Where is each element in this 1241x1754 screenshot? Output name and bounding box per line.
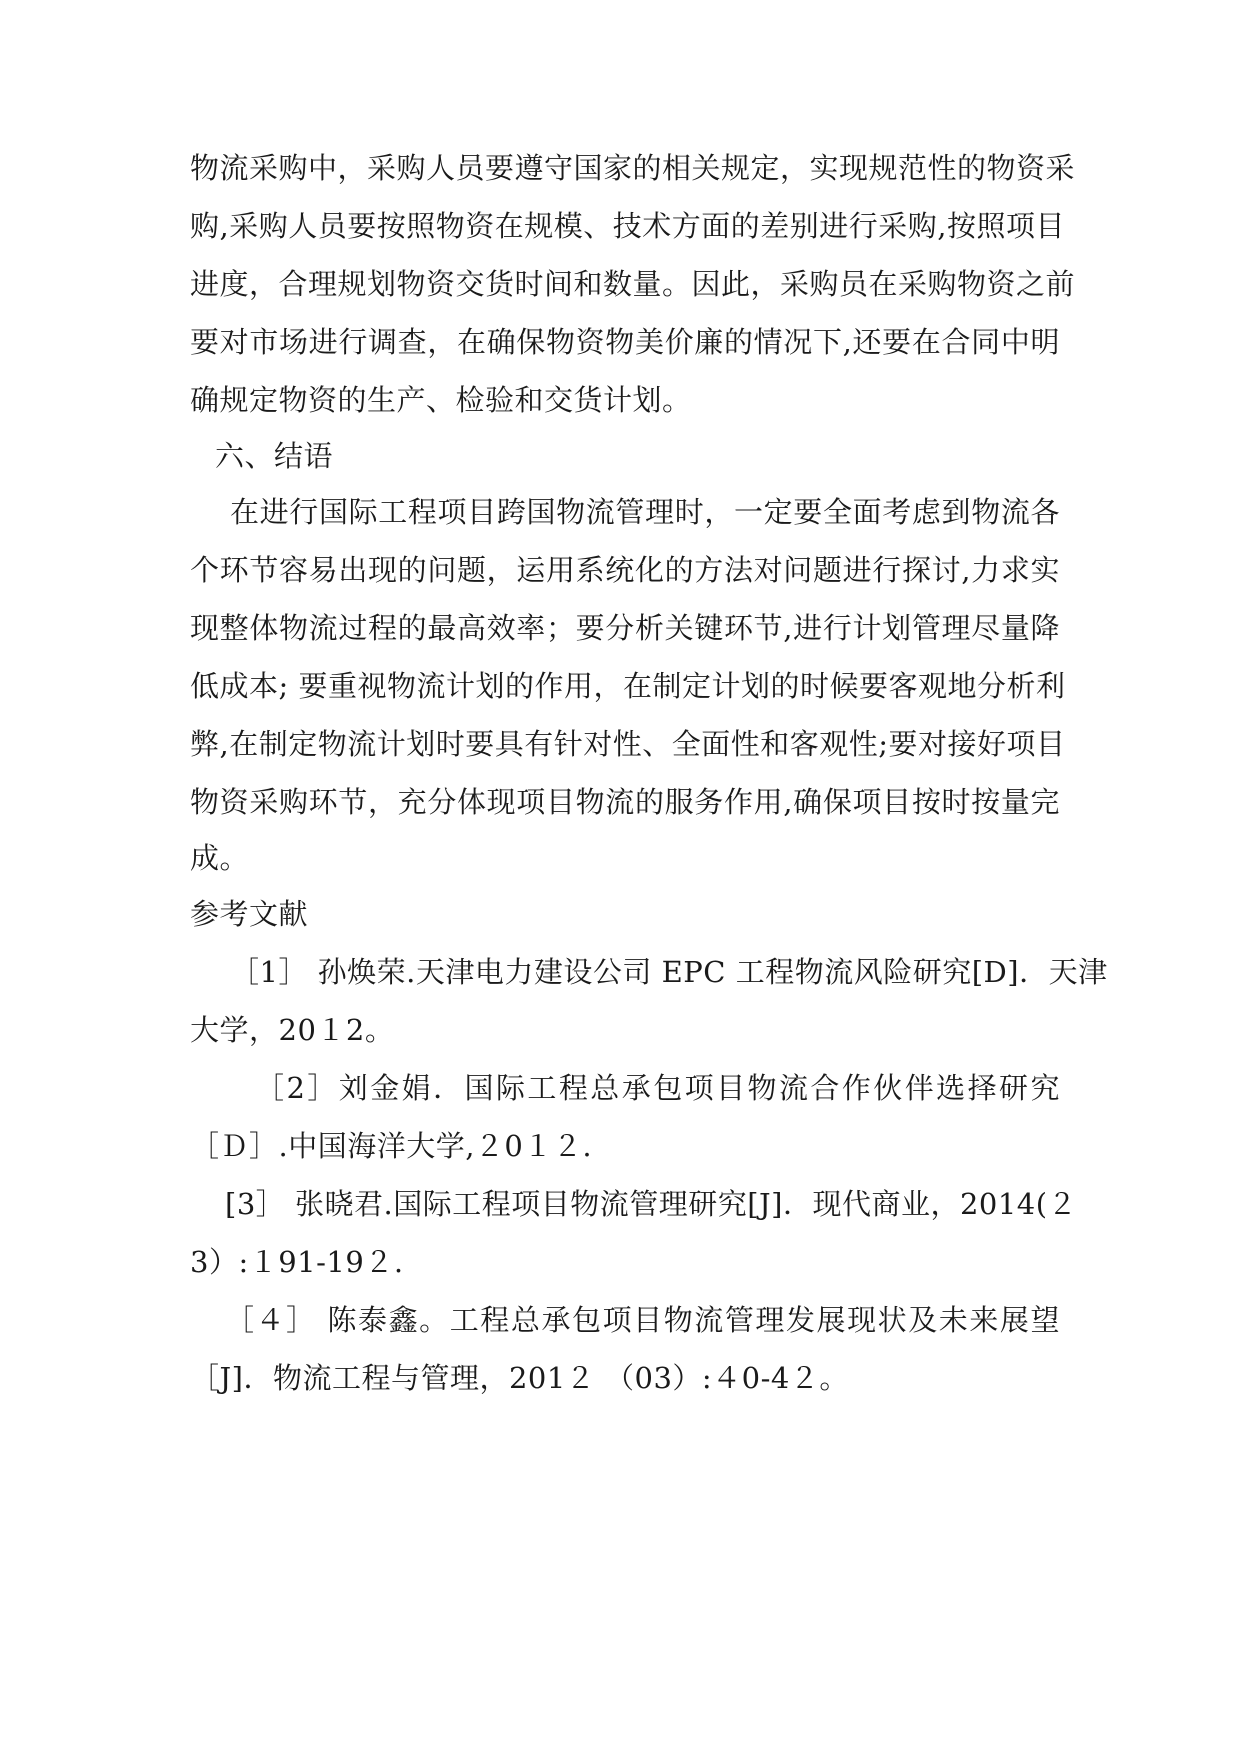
- paragraph-line: 低成本; 要重视物流计划的作用，在制定计划的时候要客观地分析利: [190, 669, 1066, 703]
- paragraph-line: 物流采购中，采购人员要遵守国家的相关规定，实现规范性的物资采: [190, 151, 1076, 185]
- reference-line: ［1］ 孙焕荣.天津电力建设公司 EPC 工程物流风险研究[D]．天津: [230, 955, 1108, 989]
- reference-line: [3］ 张晓君.国际工程项目物流管理研究[J]．现代商业，2014(２: [225, 1187, 1078, 1221]
- paragraph-line: 确规定物资的生产、检验和交货计划。: [190, 383, 692, 417]
- paragraph-line: 进度，合理规划物资交货时间和数量。因此，采购员在采购物资之前: [190, 267, 1076, 301]
- paragraph-line: 个环节容易出现的问题，运用系统化的方法对问题进行探讨,力求实: [190, 553, 1060, 587]
- paragraph-line: 成。: [190, 841, 250, 875]
- reference-line: 3）:１91-19２.: [190, 1245, 404, 1279]
- reference-line: ［J]．物流工程与管理，201２ （03）:４0-4２。: [190, 1361, 849, 1395]
- paragraph-line: 要对市场进行调查，在确保物资物美价廉的情况下,还要在合同中明: [190, 325, 1060, 359]
- references-heading: 参考文献: [190, 897, 309, 931]
- reference-line: 大学，20１2。: [190, 1013, 395, 1047]
- paragraph-line: 在进行国际工程项目跨国物流管理时，一定要全面考虑到物流各: [230, 495, 1060, 529]
- reference-line: ［2］刘金娟．国际工程总承包项目物流合作伙伴选择研究: [255, 1071, 1060, 1105]
- section-heading: 六、结语: [215, 439, 334, 473]
- reference-line: ［４］ 陈泰鑫。工程总承包项目物流管理发展现状及未来展望: [225, 1303, 1060, 1337]
- paragraph-line: 弊,在制定物流计划时要具有针对性、全面性和客观性;要对接好项目: [190, 727, 1066, 761]
- paragraph-line: 现整体物流过程的最高效率；要分析关键环节,进行计划管理尽量降: [190, 611, 1060, 645]
- paragraph-line: 购,采购人员要按照物资在规模、技术方面的差别进行采购,按照项目: [190, 209, 1065, 243]
- paragraph-line: 物资采购环节，充分体现项目物流的服务作用,确保项目按时按量完: [190, 785, 1060, 819]
- reference-line: ［Ｄ］.中国海洋大学,２0１２.: [190, 1129, 593, 1163]
